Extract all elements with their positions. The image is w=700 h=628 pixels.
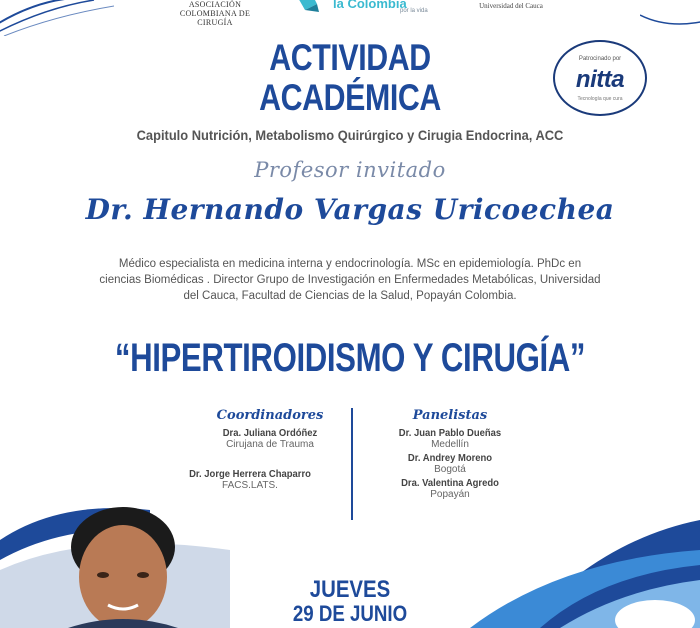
panelist-item [365, 477, 535, 500]
event-day: JUEVES [309, 576, 391, 603]
panelist-detail: Bogotá [434, 464, 466, 475]
center-logo-tagline: por la vida [400, 8, 428, 14]
coordinator-item [190, 427, 350, 450]
acc-logo: ASOCIACIÓN COLOMBIANA DE CIRUGÍA [179, 0, 251, 27]
sponsor-tagline: Tecnología que cura [577, 96, 623, 102]
coordinator-detail: FACS.LATS. [222, 480, 278, 491]
event-date: 29 DE JUNIO [292, 601, 408, 626]
bio-line: ciencias Biomédicas . Director Grupo de Investigación en Enfermedades Metabólicas, Universidad [99, 274, 601, 286]
column-divider [351, 408, 353, 520]
lecture-topic: “HIPERTIROIDISMO Y CIRUGÍA” [114, 336, 586, 380]
panelist-detail: Medellín [431, 439, 469, 450]
panelist-name: Dr. Andrey Moreno [407, 452, 493, 464]
coordinator-name: Dra. Juliana Ordóñez [222, 427, 318, 439]
panelists-column [365, 408, 565, 500]
guest-label: Profesor invitado [254, 158, 446, 182]
panelist-detail: Popayán [430, 489, 470, 500]
panelist-item [365, 427, 535, 450]
decorative-swoosh-top-right [640, 10, 700, 50]
coordinators-heading: Coordinadores [216, 408, 324, 423]
bio-line: del Cauca, Facultad de Ciencias de la Salud, Popayán Colombia. [183, 290, 517, 302]
sponsor-label: Patrocinado por [578, 56, 622, 62]
subtitle: Capitulo Nutrición, Metabolismo Quirúrgico y Cirugia Endocrina, ACC [136, 127, 564, 143]
coordinators-column [150, 408, 350, 491]
university-logo: Universidad del Cauca [479, 2, 543, 10]
speaker-name: Dr. Hernando Vargas Uricoechea [85, 193, 615, 226]
title-line-1: ACTIVIDAD [269, 37, 431, 78]
panelist-item [365, 452, 535, 475]
bio-line: Médico especialista en medicina interna y endocrinología. MSc en epidemiología. PhDc en [118, 258, 582, 270]
coordinator-name: Dr. Jorge Herrera Chaparro [189, 468, 311, 480]
panelists-heading: Panelistas [412, 408, 488, 423]
title-line-2: ACADÉMICA [259, 77, 441, 118]
coordinator-detail: Cirujana de Trauma [226, 439, 314, 450]
sponsor-brand: nitta [575, 66, 625, 93]
panelist-name: Dra. Valentina Agredo [401, 477, 499, 489]
decorative-swoosh-top-left [0, 0, 114, 36]
panelist-name: Dr. Juan Pablo Dueñas [398, 427, 502, 439]
speaker-bio [20, 256, 680, 304]
coordinator-item [150, 468, 350, 491]
center-logo-name: la Colombia [333, 0, 407, 11]
